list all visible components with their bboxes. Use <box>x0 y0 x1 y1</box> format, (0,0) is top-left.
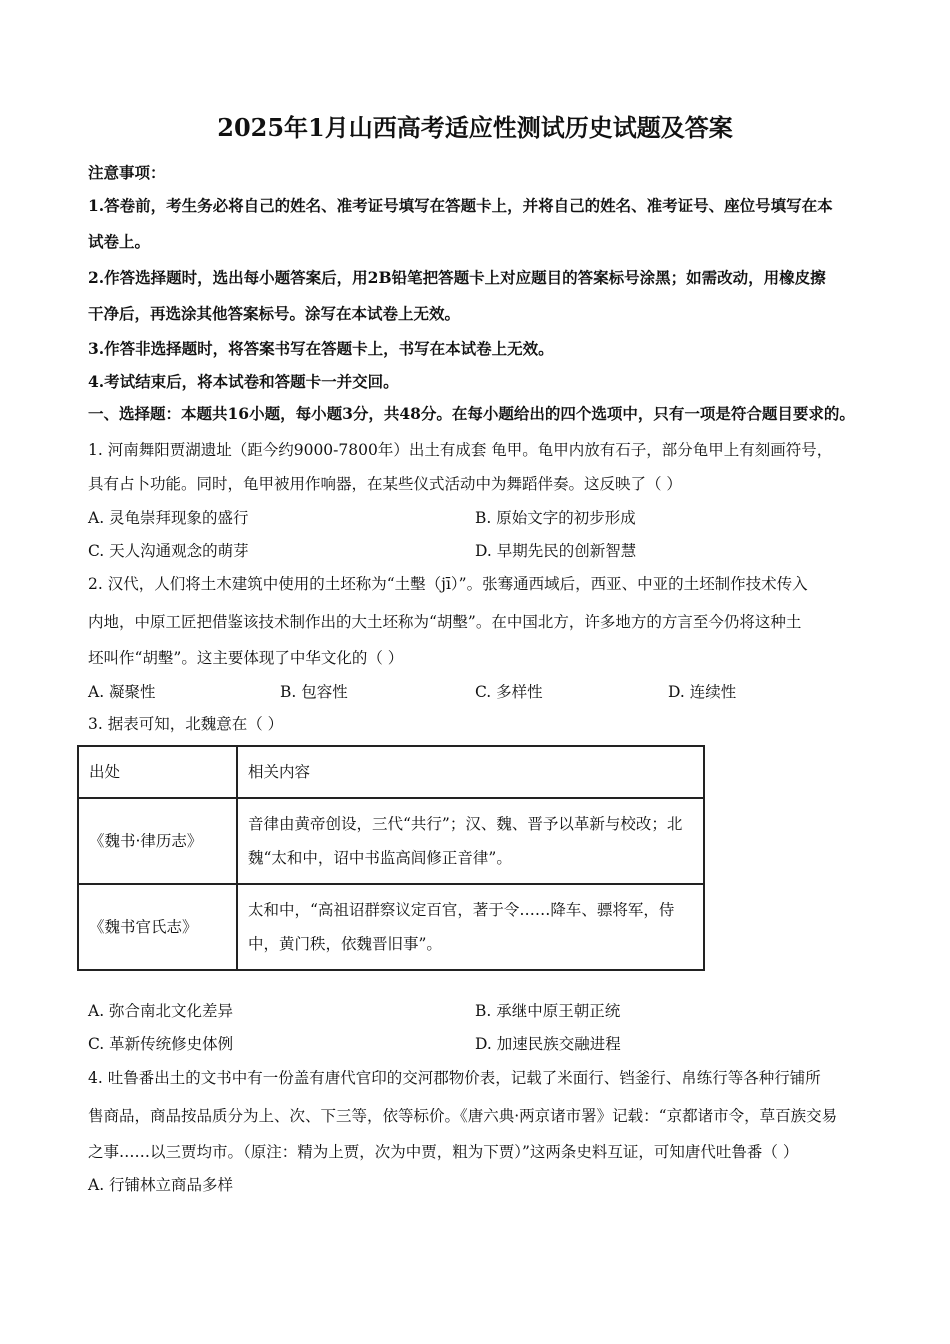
table-header-cell: 出处 <box>78 746 237 798</box>
question-2-line: 坯叫作“胡墼”。这主要体现了中华文化的（ ） <box>88 649 404 667</box>
option-b: B. 承继中原王朝正统 <box>475 1002 621 1020</box>
question-1-line: 1. 河南舞阳贾湖遗址（距今约9000-7800年）出土有成套 龟甲。龟甲内放有石子，部分龟甲上有刻画符号， <box>88 441 833 459</box>
option-c: C. 多样性 <box>475 683 543 701</box>
question-3-stem: 3. 据表可知，北魏意在（ ） <box>88 715 284 733</box>
option-a: A. 灵龟崇拜现象的盛行 <box>88 509 249 527</box>
option-d: D. 加速民族交融进程 <box>475 1035 621 1053</box>
question-1-line: 具有占卜功能。同时，龟甲被用作响器，在某些仪式活动中为舞蹈伴奏。这反映了（ ） <box>88 475 682 493</box>
source-table <box>77 745 705 971</box>
table-cell-source: 《魏书官氏志》 <box>78 884 237 970</box>
question-2-line: 2. 汉代，人们将土木建筑中使用的土坯称为“土墼（jī）”。张骞通西域后，西亚、中亚的土坯制作技术传入 <box>88 575 808 593</box>
option-d: D. 连续性 <box>668 683 737 701</box>
option-a: A. 弥合南北文化差异 <box>88 1002 234 1020</box>
option-c: C. 天人沟通观念的萌芽 <box>88 542 249 560</box>
notice-item: 试卷上。 <box>88 232 151 251</box>
question-4-line: 4. 吐鲁番出土的文书中有一份盖有唐代官印的交河郡物价表，记载了米面行、铛釜行、帛练行等各种行铺所 <box>88 1069 821 1087</box>
option-b: B. 原始文字的初步形成 <box>475 509 636 527</box>
notice-item: 2.作答选择题时，选出每小题答案后，用2B铅笔把答题卡上对应题目的答案标号涂黑；如需改动，用橡皮擦 <box>88 268 826 287</box>
notice-item: 干净后，再选涂其他答案标号。涂写在本试卷上无效。 <box>88 304 461 323</box>
table-header-row <box>78 746 704 798</box>
page-title: 2025年1月山西高考适应性测试历史试题及答案 <box>217 113 733 142</box>
table-cell-content: 太和中，“高祖诏群察议定百官，著于令……降车、骠将军，侍中，黄门秩，依魏晋旧事”。 <box>237 884 704 970</box>
question-2-line: 内地，中原工匠把借鉴该技术制作出的大土坯称为“胡墼”。在中国北方，许多地方的方言至今仍将这种土 <box>88 613 802 631</box>
option-d: D. 早期先民的创新智慧 <box>475 542 637 560</box>
question-4-line: 售商品，商品按品质分为上、次、下三等，依等标价。《唐六典·两京诸市署》记载：“京都诸市令，草百族交易 <box>88 1107 838 1125</box>
table-row <box>78 798 704 884</box>
option-a: A. 行铺林立商品多样 <box>88 1176 234 1194</box>
option-a: A. 凝聚性 <box>88 683 156 701</box>
option-b: B. 包容性 <box>280 683 348 701</box>
notice-item: 4.考试结束后，将本试卷和答题卡一并交回。 <box>88 372 399 391</box>
notice-item: 3.作答非选择题时，将答案书写在答题卡上，书写在本试卷上无效。 <box>88 339 554 358</box>
question-4-line: 之事……以三贾均市。（原注：精为上贾，次为中贾，粗为下贾）”这两条史料互证，可知唐代吐鲁番（ ） <box>88 1143 799 1161</box>
section-heading: 一、选择题：本题共16小题，每小题3分，共48分。在每小题给出的四个选项中，只有一项是符合题目要求的。 <box>88 404 855 423</box>
notice-heading: 注意事项： <box>88 163 166 182</box>
table-cell-source: 《魏书·律历志》 <box>78 798 237 884</box>
table-row <box>78 884 704 970</box>
table-cell-content: 音律由黄帝创设，三代“共行”；汉、魏、晋予以革新与校改；北魏“太和中，诏中书监高闾修正音律”。 <box>237 798 704 884</box>
option-c: C. 革新传统修史体例 <box>88 1035 234 1053</box>
notice-item: 1.答卷前，考生务必将自己的姓名、准考证号填写在答题卡上，并将自己的姓名、准考证号、座位号填写在本 <box>88 196 833 215</box>
table-header-cell: 相关内容 <box>237 746 704 798</box>
